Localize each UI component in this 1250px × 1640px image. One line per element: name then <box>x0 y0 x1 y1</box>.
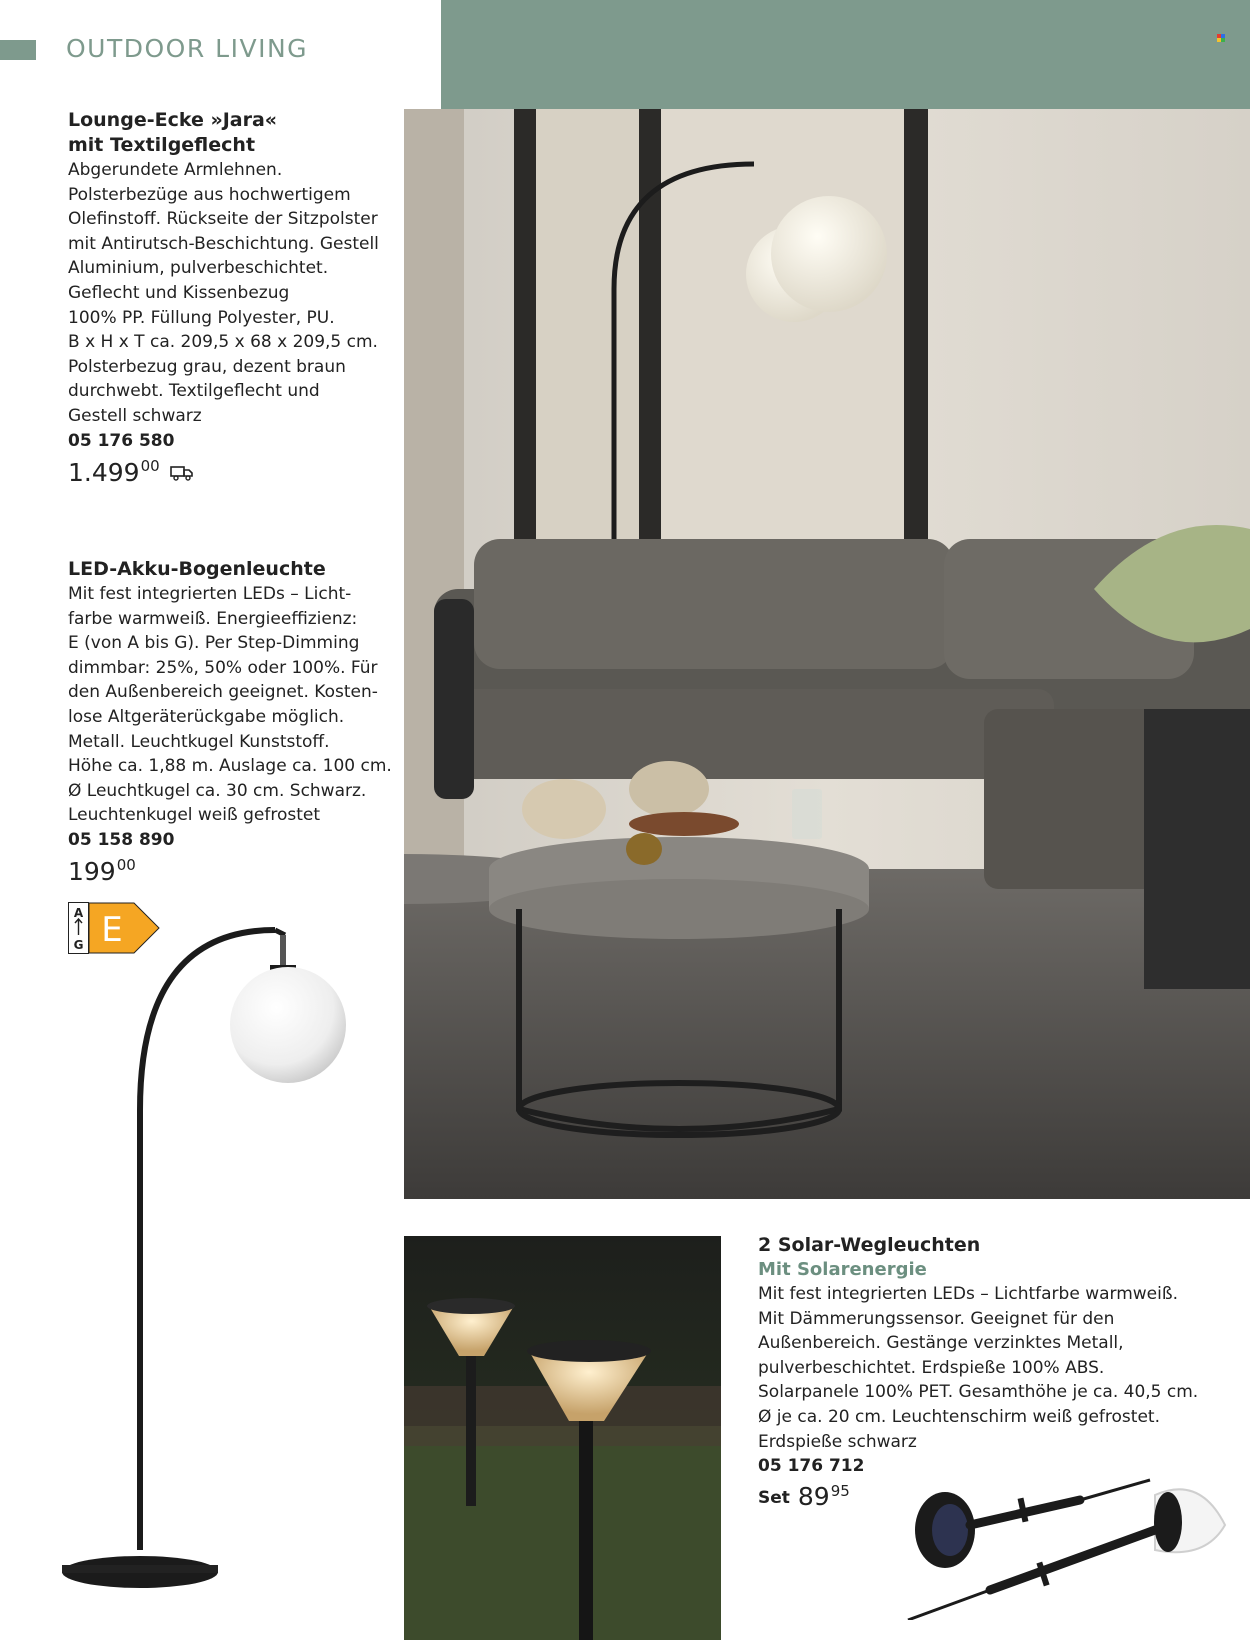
header-accent-bar <box>0 40 36 60</box>
price-whole: 199 <box>68 856 116 886</box>
lounge-photo <box>404 109 1250 1199</box>
energy-scale-bottom: G <box>73 938 84 952</box>
product-description: Mit fest integrierten LEDs – Licht- farbe warmweiß. Energieeffizienz: E (von A bis G). Per Step-Dimming dimmbar: 25%, 50% oder 100%. Für den Außenbereich geeignet. Kosten- lose Altgeräterückgabe möglich. Metall. Leuchtkugel Kunststoff. Höhe ca. 1,88 m. Auslage ca. 100 cm. Ø Leuchtkugel ca. 30 cm. Schwarz. Leuchtenkugel weiß gefrostet <box>68 584 392 826</box>
product-description: Abgerundete Armlehnen. Polsterbezüge aus hochwertigem Olefinstoff. Rückseite der Sitzpolster mit Antirutsch-Beschichtung. Gestell Aluminium, pulverbeschichtet. Geflecht und Kissenbezug 100% PP. Füllung Polyester, PU. B x H x T ca. 209,5 x 68 x 209,5 cm. Polsterbezug grau, dezent braun durchwebt. Textilgeflecht und Gestell schwarz <box>68 160 379 426</box>
price-cents: 00 <box>116 855 136 874</box>
header-color-band <box>441 0 1250 109</box>
energy-scale-top: A <box>73 906 84 920</box>
article-number: 05 158 890 <box>68 829 175 850</box>
price-prefix: Set <box>758 1488 790 1509</box>
price-cents: 00 <box>140 456 160 475</box>
product-arc-lamp <box>68 557 398 888</box>
article-number: 05 176 712 <box>758 1456 865 1477</box>
product-title: 2 Solar-Wegleuchten <box>758 1234 981 1256</box>
price <box>68 856 398 888</box>
price-whole: 89 <box>797 1482 830 1512</box>
product-subtitle: Mit Solarenergie <box>758 1259 927 1280</box>
price <box>68 457 398 489</box>
product-lounge <box>68 108 398 489</box>
color-dots-icon <box>1217 34 1225 42</box>
solar-lights-photo <box>404 1236 721 1640</box>
arc-lamp-image <box>60 910 360 1610</box>
price-whole: 1.499 <box>68 457 140 487</box>
energy-class: E <box>101 910 123 950</box>
product-description: Mit fest integrierten LEDs – Lichtfarbe warmweiß. Mit Dämmerungssensor. Geeignet für den Außenbereich. Gestänge verzinktes Metall, pulverbeschichtet. Erdspieße 100% ABS. Solarpanele 100% PET. Gesamthöhe je ca. 40,5 cm. Ø je ca. 20 cm. Leuchtenschirm weiß gefrostet. Erdspieße schwarz <box>758 1284 1199 1452</box>
product-title: LED-Akku-Bogenleuchte <box>68 558 326 580</box>
truck-icon <box>170 465 194 481</box>
article-number: 05 176 580 <box>68 430 175 451</box>
page-title: OUTDOOR LIVING <box>66 34 309 63</box>
product-title: Lounge-Ecke »Jara« mit Textilgeflecht <box>68 109 278 156</box>
solar-stakes-image <box>900 1470 1240 1620</box>
price-cents: 95 <box>830 1482 850 1501</box>
